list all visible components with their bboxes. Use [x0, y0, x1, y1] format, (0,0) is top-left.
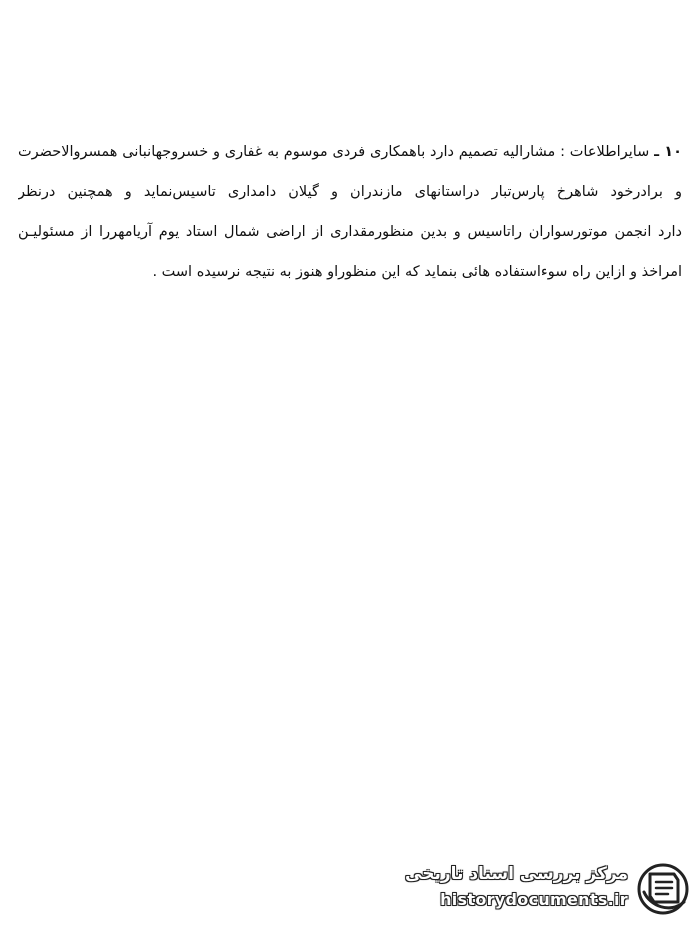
watermark-logo: [405, 862, 690, 920]
document-center-logo-icon: [636, 862, 690, 916]
document-line-4: امراخذ و ازاین راه سوءاستفاده هائی بنماید که این منظوراو هنوز به نتیجه نرسیده است .: [152, 264, 682, 280]
item-number: ۱۰ ـ: [654, 144, 682, 160]
document-line-3: دارد انجمن موتورسواران راتاسیس و بدین منظورمقداری از اراضی شمال استاد یوم آریامهررا از مسئولیـن: [18, 224, 682, 240]
line-1-text: مشارالیه تصمیم دارد باهمکاری فردی موسوم به غفاری و خسروجهانبانی همسروالاحضرت: [18, 144, 556, 160]
document-line-2: و برادرخود شاهرخ پارس‌تبار دراستانهای مازندران و گیلان دامداری تاسیس‌نماید و همچنین درنظر: [18, 184, 682, 200]
watermark-url: historydocuments.ir: [440, 890, 628, 909]
item-heading: سایراطلاعات :: [560, 144, 650, 160]
watermark-title: مرکز بررسی اسناد تاریخی: [405, 864, 628, 884]
document-body: [18, 132, 682, 292]
document-line-1: [18, 132, 682, 172]
